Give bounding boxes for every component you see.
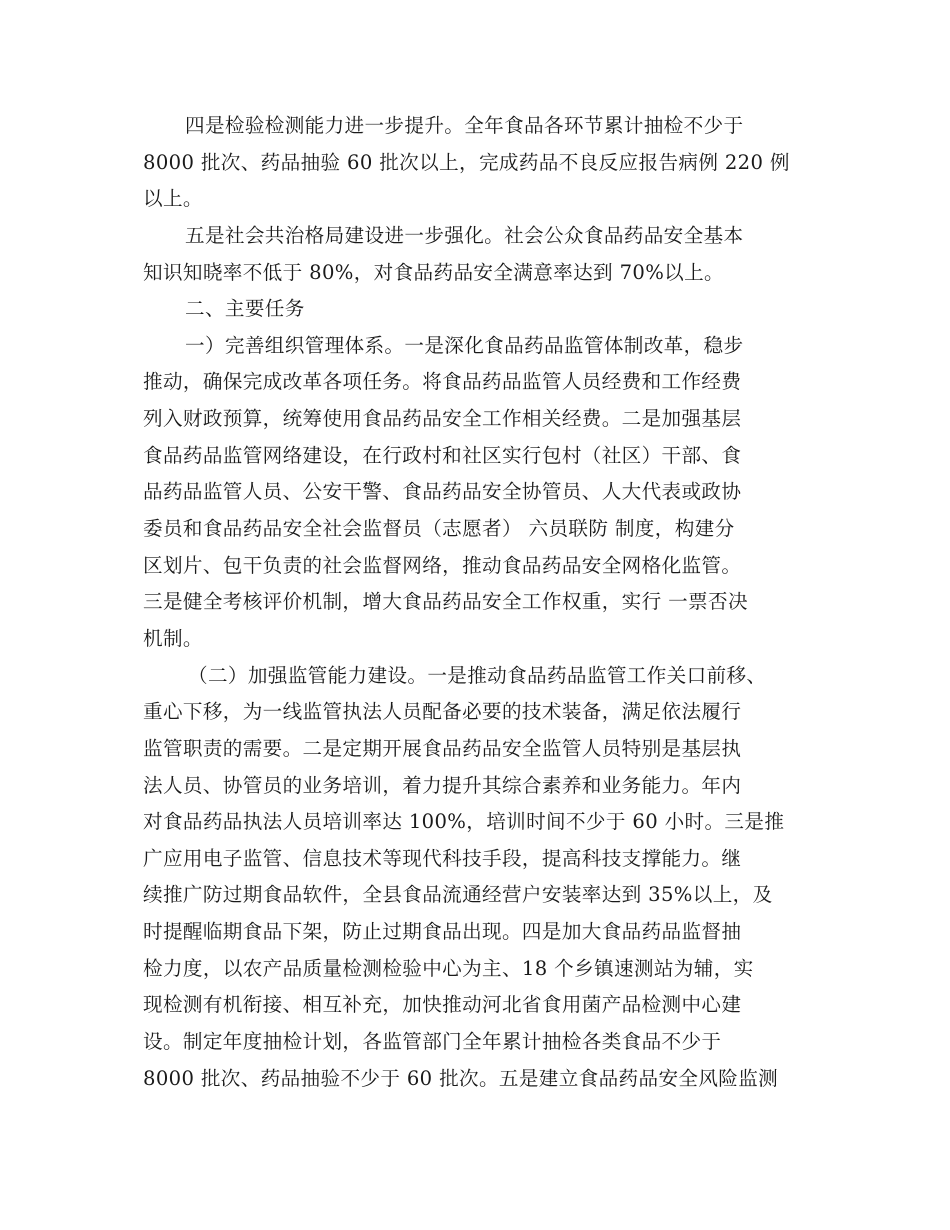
paragraph-line: 现检测有机衔接、相互补充，加快推动河北省食用菌产品检测中心建 [143,993,742,1017]
paragraph-line: 区划片、包干负责的社会监督网络，推动食品药品安全网格化监管。 [143,553,742,577]
paragraph-line: 法人员、协管员的业务培训，着力提升其综合素养和业务能力。年内 [143,773,742,797]
paragraph-line: 四是检验检测能力进一步提升。全年食品各环节累计抽检不少于 [185,114,744,137]
section-heading: 二、主要任务 [185,297,305,321]
paragraph-line: 食品药品监管网络建设，在行政村和社区实行包村（社区）干部、食 [143,443,742,467]
paragraph-line: 品药品监管人员、公安干警、食品药品安全协管员、人大代表或政协 [143,480,742,504]
paragraph-line: 一）完善组织管理体系。一是深化食品药品监管体制改革，稳步 [185,333,744,357]
paragraph-line: 续推广防过期食品软件，全县食品流通经营户安装率达到 35%以上，及 [143,883,773,907]
paragraph-line: 时提醒临期食品下架，防止过期食品出现。四是加大食品药品监督抽 [143,920,742,944]
paragraph-line: 五是社会共治格局建设进一步强化。社会公众食品药品安全基本 [185,223,744,247]
paragraph-line: 机制。 [143,626,203,650]
paragraph-line: 知识知晓率不低于 80%，对食品药品安全满意率达到 70%以上。 [143,260,725,284]
document-body [143,108,805,1097]
paragraph-line: 重心下移，为一线监管执法人员配备必要的技术装备，满足依法履行 [143,700,742,724]
paragraph-line: 广应用电子监管、信息技术等现代科技手段，提高科技支撑能力。继 [143,846,742,870]
paragraph-line: 8000 批次、药品抽验 60 批次以上，完成药品不良反应报告病例 220 例 [143,150,790,174]
paragraph-line: 检力度，以农产品质量检测检验中心为主、18 个乡镇速测站为辅，实 [143,956,754,980]
paragraph-line: 以上。 [143,187,203,211]
paragraph-line: 委员和食品药品安全社会监督员（志愿者） 六员联防 制度，构建分 [143,517,735,541]
paragraph-line: 监管职责的需要。二是定期开展食品药品安全监管人员特别是基层执 [143,736,742,760]
paragraph-line: 对食品药品执法人员培训率达 100%，培训时间不少于 60 小时。三是推 [143,810,785,834]
paragraph-line: 8000 批次、药品抽验不少于 60 批次。五是建立食品药品安全风险监测 [143,1066,779,1090]
paragraph-line: （二）加强监管能力建设。一是推动食品药品监管工作关口前移、 [188,663,767,687]
paragraph-line: 设。制定年度抽检计划，各监管部门全年累计抽检各类食品不少于 [143,1030,722,1054]
paragraph-line: 三是健全考核评价机制，增大食品药品安全工作权重，实行 一票否决 [143,590,748,614]
paragraph-line: 列入财政预算，统筹使用食品药品安全工作相关经费。二是加强基层 [143,407,742,431]
paragraph-line: 推动，确保完成改革各项任务。将食品药品监管人员经费和工作经费 [143,370,742,394]
